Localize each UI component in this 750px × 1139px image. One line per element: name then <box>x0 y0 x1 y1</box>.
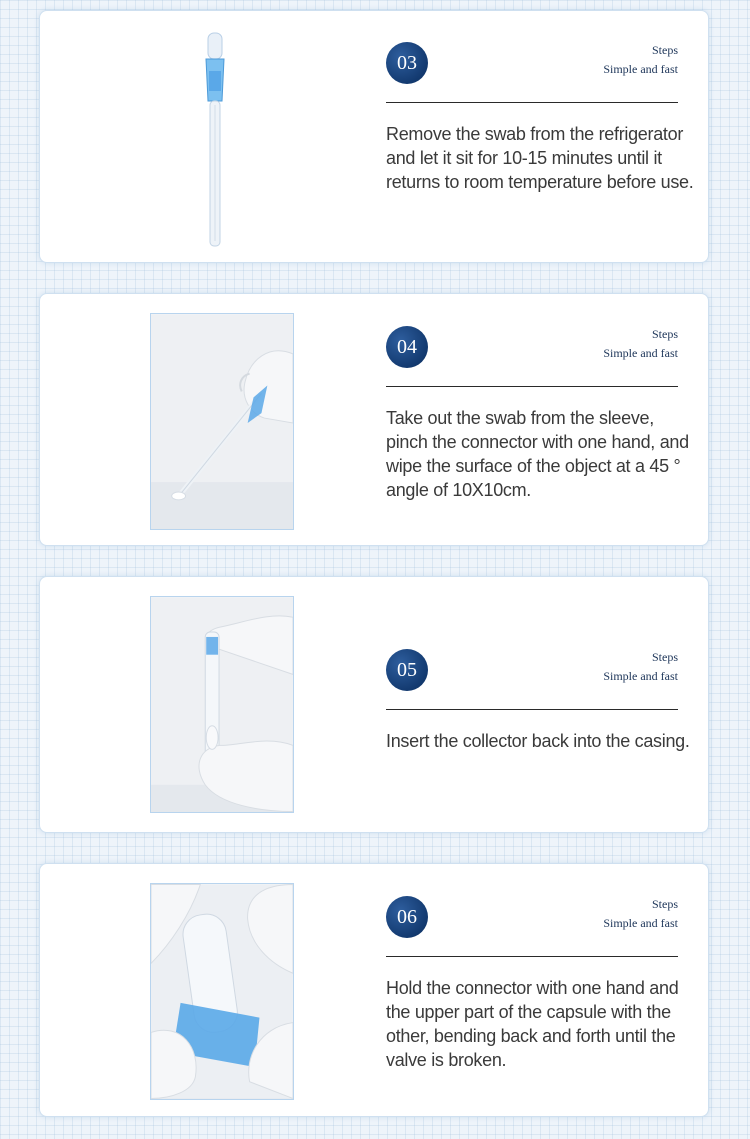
step-number-badge: 06 <box>386 896 428 938</box>
step-card-06 <box>39 863 709 1117</box>
steps-label-line1: Steps <box>651 650 678 664</box>
wipe-surface-photo <box>150 313 294 530</box>
step-description: Take out the swab from the sleeve, pinch the connector with one hand, and wipe the surface of the object at a 45 ° angle of 10X10cm. <box>386 408 689 500</box>
step-description: Hold the connector with one hand and the upper part of the capsule with the other, bending back and forth until the valve is broken. <box>386 978 679 1070</box>
swab-tube-image <box>200 31 230 251</box>
step-description: Remove the swab from the refrigerator and let it sit for 10-15 minutes until it returns to room temperature before use. <box>386 124 694 192</box>
steps-label-line2: Simple and fast <box>603 669 678 683</box>
steps-label <box>528 325 678 363</box>
divider <box>386 386 678 387</box>
break-valve-photo <box>150 883 294 1100</box>
steps-label <box>528 648 678 686</box>
step-card-05 <box>39 576 709 833</box>
steps-label-line1: Steps <box>651 897 678 911</box>
steps-label-line2: Simple and fast <box>603 916 678 930</box>
steps-label-line2: Simple and fast <box>603 62 678 76</box>
steps-label-line1: Steps <box>651 327 678 341</box>
steps-label <box>528 895 678 933</box>
steps-label-line1: Steps <box>651 43 678 57</box>
step-description: Insert the collector back into the casing. <box>386 731 690 751</box>
divider <box>386 956 678 957</box>
step-number-badge: 04 <box>386 326 428 368</box>
steps-label <box>528 41 678 79</box>
divider <box>386 709 678 710</box>
step-card-04 <box>39 293 709 546</box>
step-number-badge: 05 <box>386 649 428 691</box>
step-card-03 <box>39 10 709 263</box>
insert-collector-photo <box>150 596 294 813</box>
divider <box>386 102 678 103</box>
steps-label-line2: Simple and fast <box>603 346 678 360</box>
step-number-badge: 03 <box>386 42 428 84</box>
